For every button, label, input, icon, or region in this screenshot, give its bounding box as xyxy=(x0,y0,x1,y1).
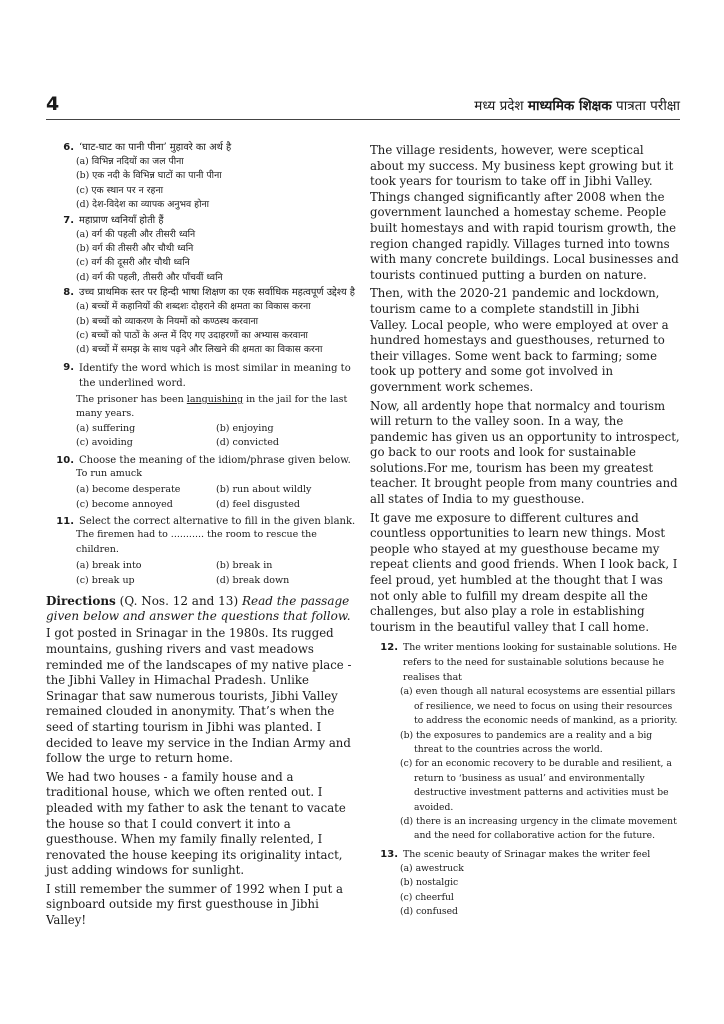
question-number: 6. xyxy=(63,142,74,153)
question-number: 11. xyxy=(56,516,74,528)
option-d: (d) feel disgusted xyxy=(216,498,300,510)
question-text: ‘घाट-घाट का पानी पीना’ मुहावरे का अर्थ है xyxy=(79,142,232,153)
question-text: Choose the meaning of the idiom/phrase given below. xyxy=(79,454,351,466)
option-b: (b) बच्चों को व्याकरण के नियमों को कण्ठस्थ करवाना xyxy=(76,315,259,327)
passage-paragraph-7: It gave me exposure to different cultures and countless opportunities to learn new things. Most people who stayed at my guesthouse became my repeat clients and good friends. When I look back, I feel proud, yet humbled at the thought that I was not only able to fulfill my dream despite all the challenges, but also play a role in establishing tourism in the beautiful valley that I call home. xyxy=(370,510,678,634)
question-10 xyxy=(46,454,356,513)
question-number: 12. xyxy=(380,642,398,654)
option-a: (a) break into xyxy=(76,560,142,572)
option-d: (d) वर्ग की पहली, तीसरी और पाँचवीं ध्वनि xyxy=(76,271,223,283)
question-11 xyxy=(46,515,356,588)
option-a: (a) वर्ग की पहली और तीसरी ध्वनि xyxy=(76,228,196,240)
passage-paragraph-6: Now, all ardently hope that normalcy and tourism will return to the valley soon. In a way, the pandemic has given us an opportunity to introspect, go back to our roots and look for sustainable solutions.For me, tourism has been my greatest teacher. It brought people from many countries and all states of India to my guesthouse. xyxy=(370,398,680,507)
passage-paragraph-4: The village residents, however, were sceptical about my success. My business kept growing but it took years for tourism to take off in Jibhi Valley. Things changed significantly after 2008 when the government launched a homestay scheme. People built homestays and with rapid tourism growth, the region changed rapidly. Villages turned into towns with many concrete buildings. Local businesses and tourists continued putting a burden on nature. xyxy=(370,143,679,282)
option-a: (a) awestruck xyxy=(400,862,464,874)
title-suffix: पात्रता परीक्षा xyxy=(611,98,680,114)
option-c: (c) become annoyed xyxy=(76,498,173,510)
header-rule xyxy=(46,119,680,120)
question-sentence xyxy=(46,393,356,422)
title-prefix: मध्य प्रदेश xyxy=(474,98,528,114)
option-d: (d) there is an increasing urgency in the climate movement and the need for collaborative action for the future. xyxy=(400,816,677,842)
title-bold: माध्यमिक शिक्षक xyxy=(527,98,612,114)
option-d: (d) break down xyxy=(216,574,290,586)
option-b: (b) वर्ग की तीसरी और चौथी ध्वनि xyxy=(76,243,194,255)
option-c: (c) वर्ग की दूसरी और चौथी ध्वनि xyxy=(76,257,190,269)
options-grid xyxy=(46,559,356,588)
page-number: 4 xyxy=(46,93,60,115)
left-column xyxy=(46,140,356,929)
sentence-start: The prisoner has been xyxy=(76,393,187,405)
directions-question-range: (Q. Nos. 12 and 13) xyxy=(115,594,242,609)
option-d: (d) देश-विदेश का व्यापक अनुभव होना xyxy=(76,199,210,211)
passage-paragraph-1: I got posted in Srinagar in the 1980s. Its rugged mountains, gushing rivers and vast meadows reminded me of the landscapes of my native place - the Jibhi Valley in Himachal Pradesh. Unlike Srinagar that saw numerous tourists, Jibhi Valley remained clouded in anonymity. That’s when the seed of starting tourism in Jibhi was planted. I decided to leave my service in the Indian Army and follow the urge to return home. xyxy=(46,626,352,766)
option-c: (c) for an economic recovery to be durable and resilient, a return to ‘business as usual’ and environmentally destructive investment patterns and activities must be avoided. xyxy=(400,758,672,813)
question-12 xyxy=(370,640,680,843)
underlined-word: languishing xyxy=(186,393,244,405)
directions-label: Directions xyxy=(46,594,116,609)
question-text: महाप्राण ध्वनियाँ होती हैं xyxy=(79,214,164,226)
question-7 xyxy=(46,213,356,286)
directions-text: Read the passage given below and answer the questions that follow. xyxy=(46,594,351,623)
question-number: 13. xyxy=(380,848,398,860)
options-grid xyxy=(46,483,356,512)
right-column xyxy=(370,143,680,920)
question-text: उच्च प्राथमिक स्तर पर हिन्दी भाषा शिक्षण का एक सर्वाधिक महत्वपूर्ण उद्देश्य है xyxy=(79,287,355,299)
question-number: 8. xyxy=(63,287,74,299)
option-c: (c) एक स्थान पर न रहना xyxy=(76,184,164,196)
option-c: (c) बच्चों को पाठों के अन्त में दिए गए उदाहरणों का अभ्यास करवाना xyxy=(76,330,308,342)
question-13 xyxy=(370,847,680,920)
option-b: (b) एक नदी के विभिन्न घाटों का पानी पीना xyxy=(76,170,222,182)
question-text: The writer mentions looking for sustainable solutions. He refers to the need for sustainable solutions because he realises that xyxy=(403,642,677,684)
question-text: Select the correct alternative to fill in the given blank. xyxy=(79,516,356,528)
option-a: (a) even though all natural ecosystems are essential pillars of resilience, we need to focus on using their resources to address the economic needs of mankind, as a priority. xyxy=(400,686,678,727)
option-b: (b) the exposures to pandemics are a reality and a big threat to the countries across the world. xyxy=(400,729,653,756)
option-d: (d) convicted xyxy=(216,437,279,449)
option-b: (b) enjoying xyxy=(216,422,274,434)
option-b: (b) nostalgic xyxy=(400,877,459,889)
sentence-end: in the jail for the last many years. xyxy=(76,393,348,420)
option-a: (a) become desperate xyxy=(76,484,181,496)
question-sentence: The firemen had to ........... the room to rescue the children. xyxy=(76,529,317,555)
option-d: (d) confused xyxy=(400,906,458,918)
option-a: (a) विभिन्न नदियों का जल पीना xyxy=(76,156,184,167)
option-a: (a) बच्चों में कहानियों की शब्दशः दोहराने की क्षमता का विकास करना xyxy=(76,301,311,313)
option-b: (b) run about wildly xyxy=(216,484,312,496)
question-text: Identify the word which is most similar in meaning to the underlined word. xyxy=(79,362,351,389)
question-number: 10. xyxy=(56,454,74,466)
page-title xyxy=(474,96,680,114)
options-grid xyxy=(46,422,356,451)
option-c: (c) cheerful xyxy=(400,891,454,903)
question-8 xyxy=(46,285,356,358)
page-header xyxy=(46,93,680,117)
directions xyxy=(46,594,356,623)
question-number: 7. xyxy=(63,214,74,226)
idiom-phrase: To run amuck xyxy=(76,467,143,479)
question-text: The scenic beauty of Srinagar makes the writer feel xyxy=(403,848,651,860)
passage-paragraph-2: We had two houses - a family house and a traditional house, which we often rented out. I pleaded with my father to ask the tenant to vacate the house so that I could convert it into a guesthouse. When my family finally relented, I renovated the house keeping its originality intact, just adding windows for sunlight. xyxy=(46,769,346,878)
option-c: (c) break up xyxy=(76,574,135,586)
question-6 xyxy=(46,140,356,213)
passage-paragraph-3: I still remember the summer of 1992 when I put a signboard outside my first guesthouse in Jibhi Valley! xyxy=(46,881,343,928)
question-9 xyxy=(46,361,356,451)
option-a: (a) suffering xyxy=(76,422,136,434)
option-d: (d) बच्चों में समझ के साथ पढ़ने और लिखने की क्षमता का विकास करना xyxy=(76,344,323,356)
option-b: (b) break in xyxy=(216,560,273,572)
question-number: 9. xyxy=(63,361,74,373)
passage-paragraph-5: Then, with the 2020-21 pandemic and lockdown, tourism came to a complete standstill in Jibhi Valley. Local people, who were employed at over a hundred homestays and guesthouses, returned to their villages. Some went back to farming; some took up pottery and some got involved in government work schemes. xyxy=(370,286,669,394)
option-c: (c) avoiding xyxy=(76,437,133,449)
